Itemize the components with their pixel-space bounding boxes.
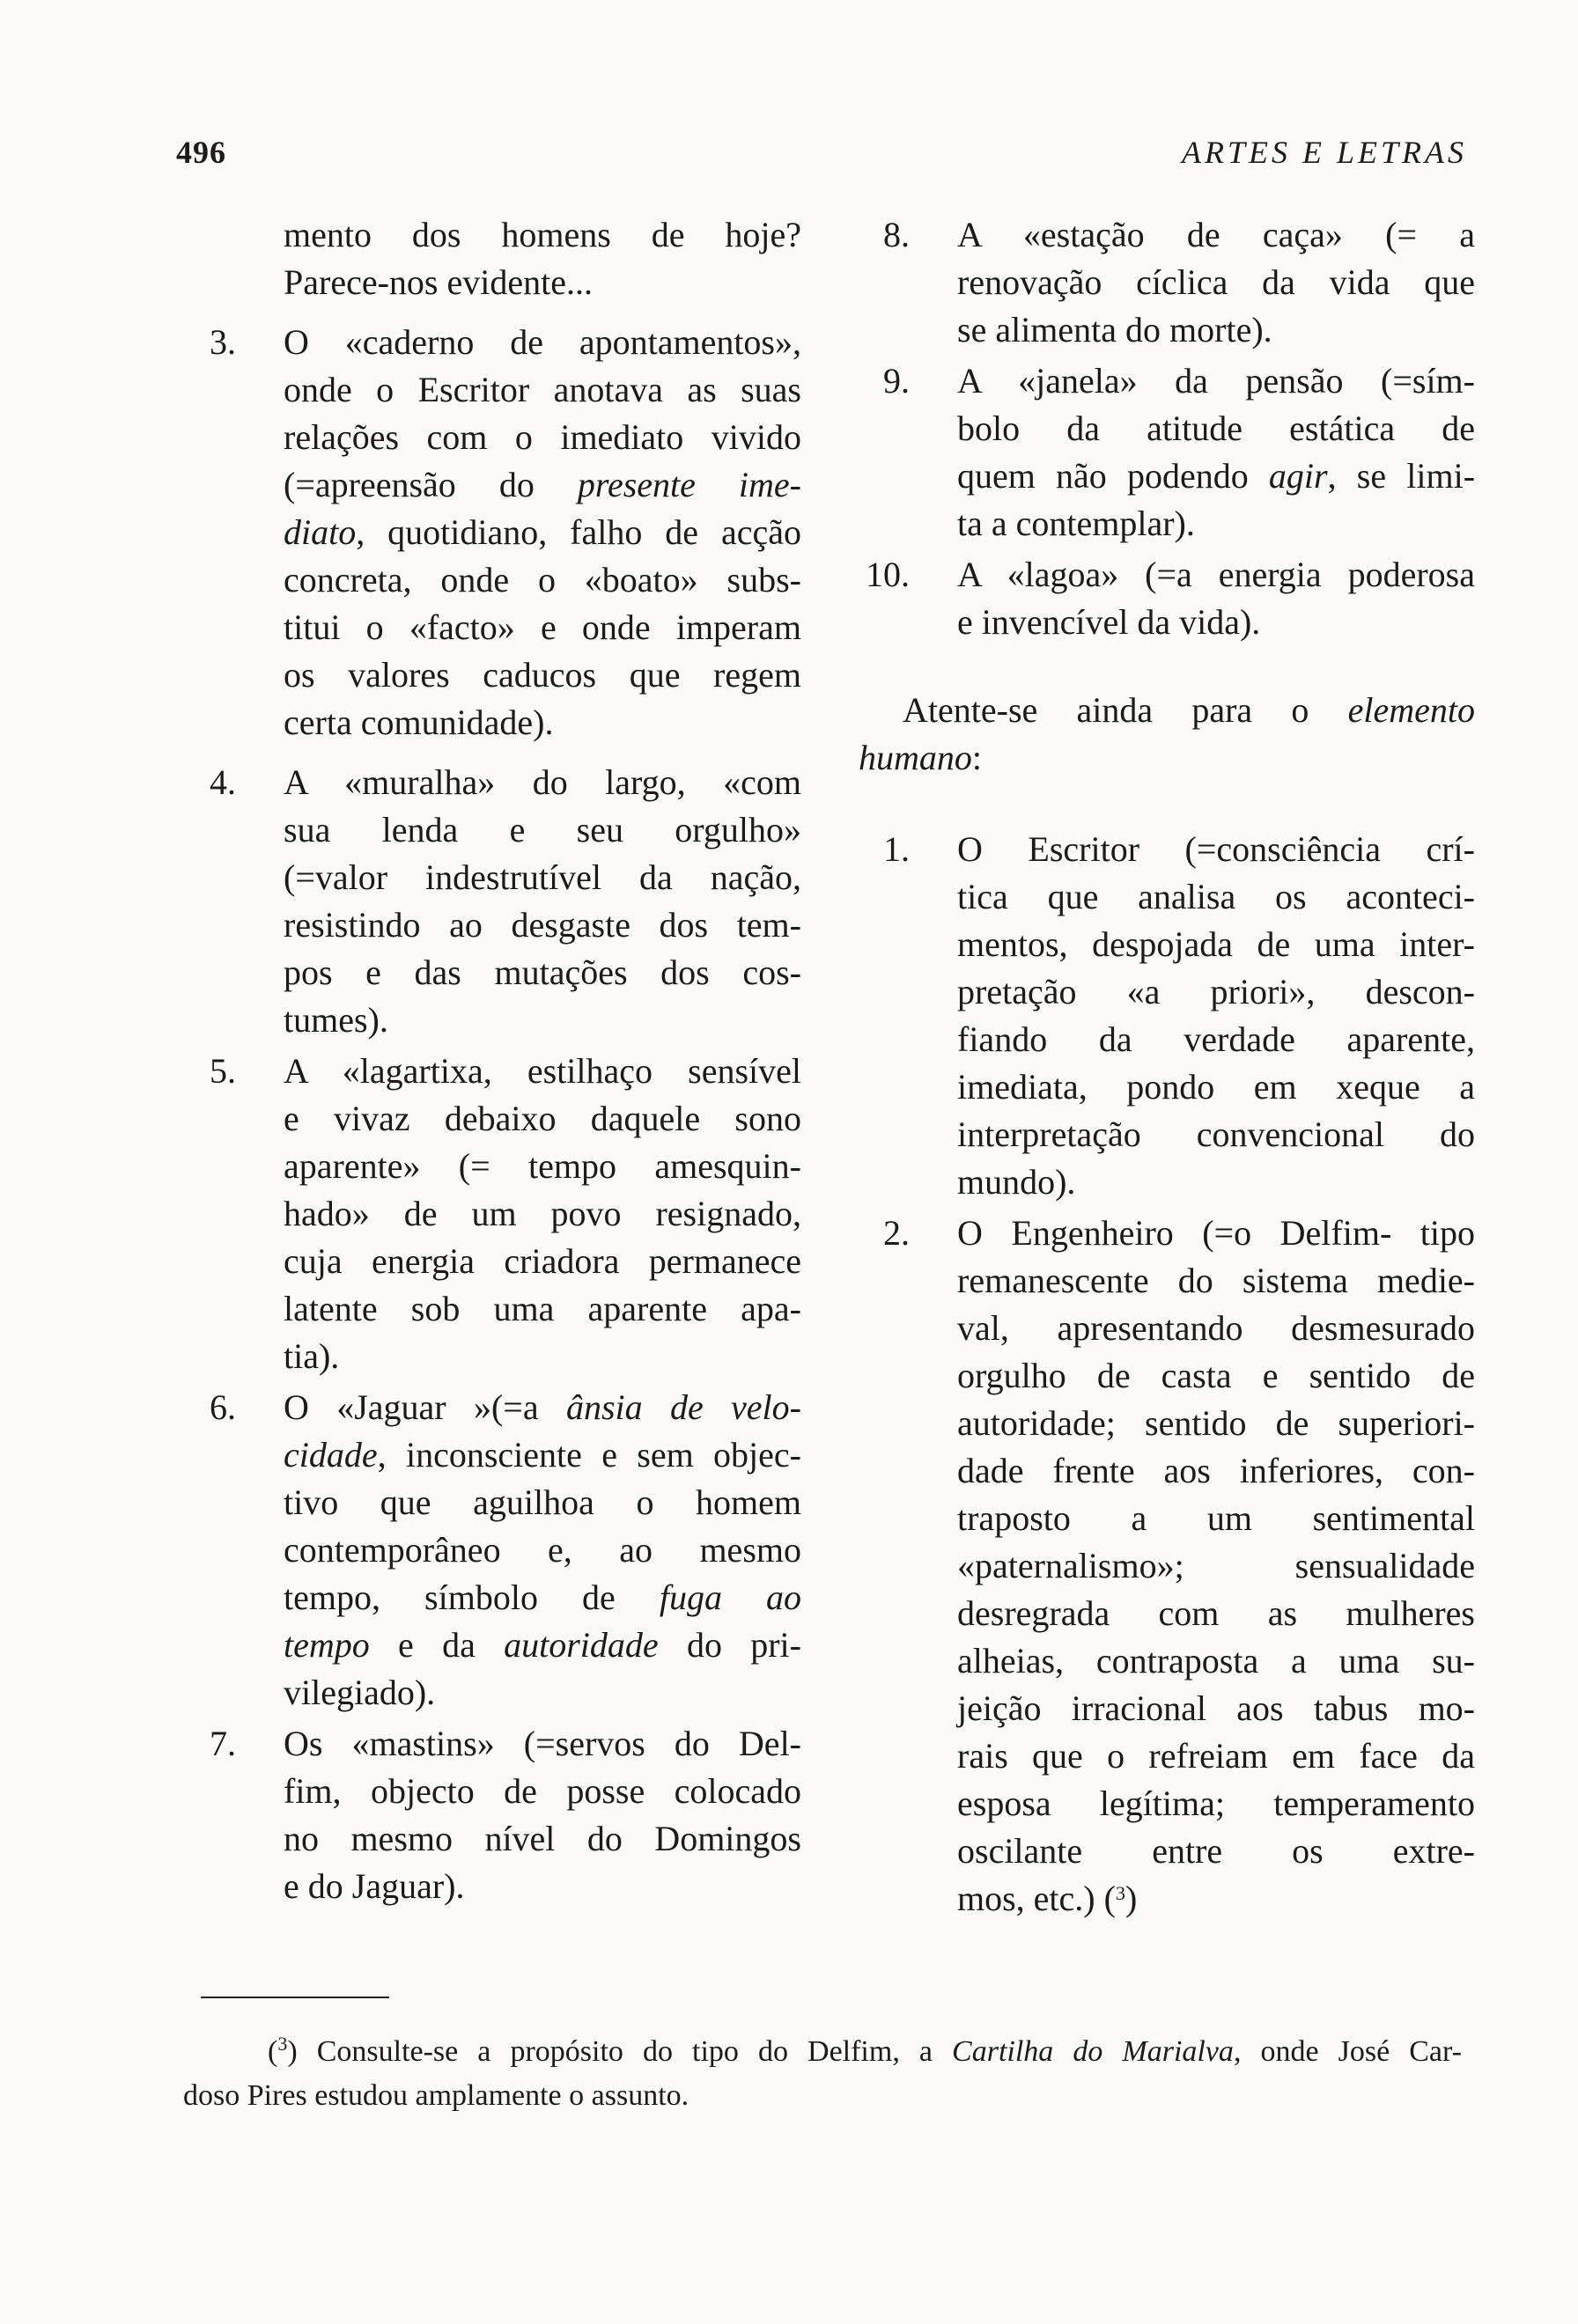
text-line: e vivaz debaixo daquele sono [284,1099,801,1138]
list-item-1 [859,826,1475,1206]
text-line: O Escritor (=consciência crí- [957,829,1475,869]
text-line: A «lagoa» (=a energia poderosa [957,555,1475,594]
text-line: hado» de um povo resignado, [284,1194,801,1233]
running-head: ARTES E LETRAS [1182,135,1467,170]
text-line: esposa legítima; temperamento [957,1783,1475,1823]
paragraph-human-element [859,687,1475,782]
text-line: O «Jaguar »(=a ânsia de velo- [284,1387,801,1427]
text-line: imediata, pondo em xeque a [957,1067,1475,1107]
list-item-continuation [185,211,801,306]
text-line: se alimenta do morte). [957,310,1272,349]
text-line: e do Jaguar). [284,1866,465,1906]
text-line: orgulho de casta e sentido de [957,1356,1475,1395]
footnote-line: ($^3$) Consulte-se a propósito do tipo do Delfim, a Cartilha do Marialva, onde José Car- [268,2033,1462,2068]
text-line: A «lagartixa, estilhaço sensível [284,1051,801,1091]
text-line: tumes). [284,1000,388,1040]
text-line: tica que analisa os aconteci- [957,877,1475,916]
text-line: fiando da verdade aparente, [957,1019,1475,1059]
text-line: concreta, onde o «boato» subs- [284,560,801,599]
item-number: 1. [883,829,910,869]
text-line: onde o Escritor anotava as suas [284,370,801,409]
text-line: vilegiado). [284,1673,436,1712]
item-number: 6. [210,1387,236,1427]
footnote [183,2030,1462,2118]
text-line: O Engenheiro (=o Delfim- tipo [957,1213,1475,1253]
text-line: ta a contemplar). [957,504,1195,543]
text-line: A «janela» da pensão (=sím- [957,361,1475,401]
text-line: mundo). [957,1162,1076,1202]
text-line: bolo da atitude estática de [957,408,1475,448]
text-line: Atente-se ainda para o elemento [903,690,1475,730]
item-number: 4. [210,762,236,802]
list-item-3 [185,319,801,746]
text-line: traposto a um sentimental [957,1498,1475,1538]
page-number: 496 [176,135,226,170]
text-line: (=apreensão do presente ime- [284,465,801,504]
text-line: alheias, contraposta a uma su- [957,1641,1475,1680]
text-line: titui o «facto» e onde imperam [284,607,801,647]
footnote-rule [201,1997,389,1998]
footnote-marker: 3 [277,2033,288,2055]
text-line: «paternalismo»; sensualidade [957,1546,1475,1585]
text-line: (=valor indestrutível da nação, [284,857,801,897]
list-item-10 [859,551,1475,646]
text-line: Parece-nos evidente... [284,262,593,302]
item-number: 8. [883,215,910,254]
left-column [185,211,801,1910]
item-number: 3. [210,322,236,362]
text-line: A «muralha» do largo, «com [284,762,801,802]
text-line: latente sob uma aparente apa- [284,1289,801,1328]
footnote-ref: 3 [1115,1882,1125,1904]
item-number: 2. [883,1213,910,1253]
list-item-8 [859,211,1475,354]
text-line: humano: [859,738,983,777]
text-line: diato, quotidiano, falho de acção [284,512,801,552]
text-line: e invencível da vida). [957,602,1261,642]
text-line: dade frente aos inferiores, con- [957,1451,1475,1490]
item-number: 7. [210,1724,236,1763]
list-item-7 [185,1720,801,1910]
item-number: 10. [866,555,910,594]
item-number: 9. [883,361,910,401]
text-line: oscilante entre os extre- [957,1831,1475,1871]
text-line: cidade, inconsciente e sem objec- [284,1435,801,1475]
text-line: pos e das mutações dos cos- [284,952,801,992]
text-line: tivo que aguilhoa o homem [284,1482,801,1522]
text-line: no mesmo nível do Domingos [284,1819,801,1858]
text-line: fim, objecto de posse colocado [284,1771,801,1811]
list-item-6 [185,1384,801,1717]
text-line: os valores caducos que regem [284,655,801,695]
text-line: tempo e da autoridade do pri- [284,1625,801,1665]
list-item-4 [185,759,801,1044]
list-item-9 [859,357,1475,548]
text-line: autoridade; sentido de superiori- [957,1403,1475,1443]
text-line: resistindo ao desgaste dos tem- [284,905,801,945]
text-line: rais que o refreiam em face da [957,1736,1475,1776]
text-line: quem não podendo agir, se limi- [957,456,1476,496]
text-line: Os «mastins» (=servos do Del- [284,1724,801,1763]
text-line: jeição irracional aos tabus mo- [957,1688,1475,1728]
text-line: aparente» (= tempo amesquin- [284,1146,801,1186]
footnote-line: doso Pires estudou amplamente o assunto. [183,2079,689,2112]
text-line: mos, etc.) ($^3$) [957,1879,1138,1918]
text-line: A «estação de caça» (= a [957,215,1475,254]
text-line: certa comunidade). [284,702,554,742]
text-line: tempo, símbolo de fuga ao [284,1578,801,1617]
item-number: 5. [210,1051,236,1091]
text-line: desregrada com as mulheres [957,1593,1475,1633]
text-line: tia). [284,1336,340,1376]
list-item-5 [185,1048,801,1380]
text-line: remanescente do sistema medie- [957,1261,1475,1300]
text-line: val, apresentando desmesurado [957,1308,1475,1348]
text-line: mento dos homens de hoje? [284,215,801,254]
text-line: O «caderno de apontamentos», [284,322,801,362]
text-line: interpretação convencional do [957,1114,1475,1154]
text-line: mentos, despojada de uma inter- [957,924,1475,964]
text-line: renovação cíclica da vida que [957,262,1475,302]
text-line: sua lenda e seu orgulho» [284,810,801,849]
list-item-2 [859,1210,1475,1923]
text-line: contemporâneo e, ao mesmo [284,1530,801,1570]
text-line: pretação «a priori», descon- [957,972,1475,1011]
right-column [859,211,1475,1923]
text-line: relações com o imediato vivido [284,417,801,457]
text-line: cuja energia criadora permanece [284,1241,801,1281]
